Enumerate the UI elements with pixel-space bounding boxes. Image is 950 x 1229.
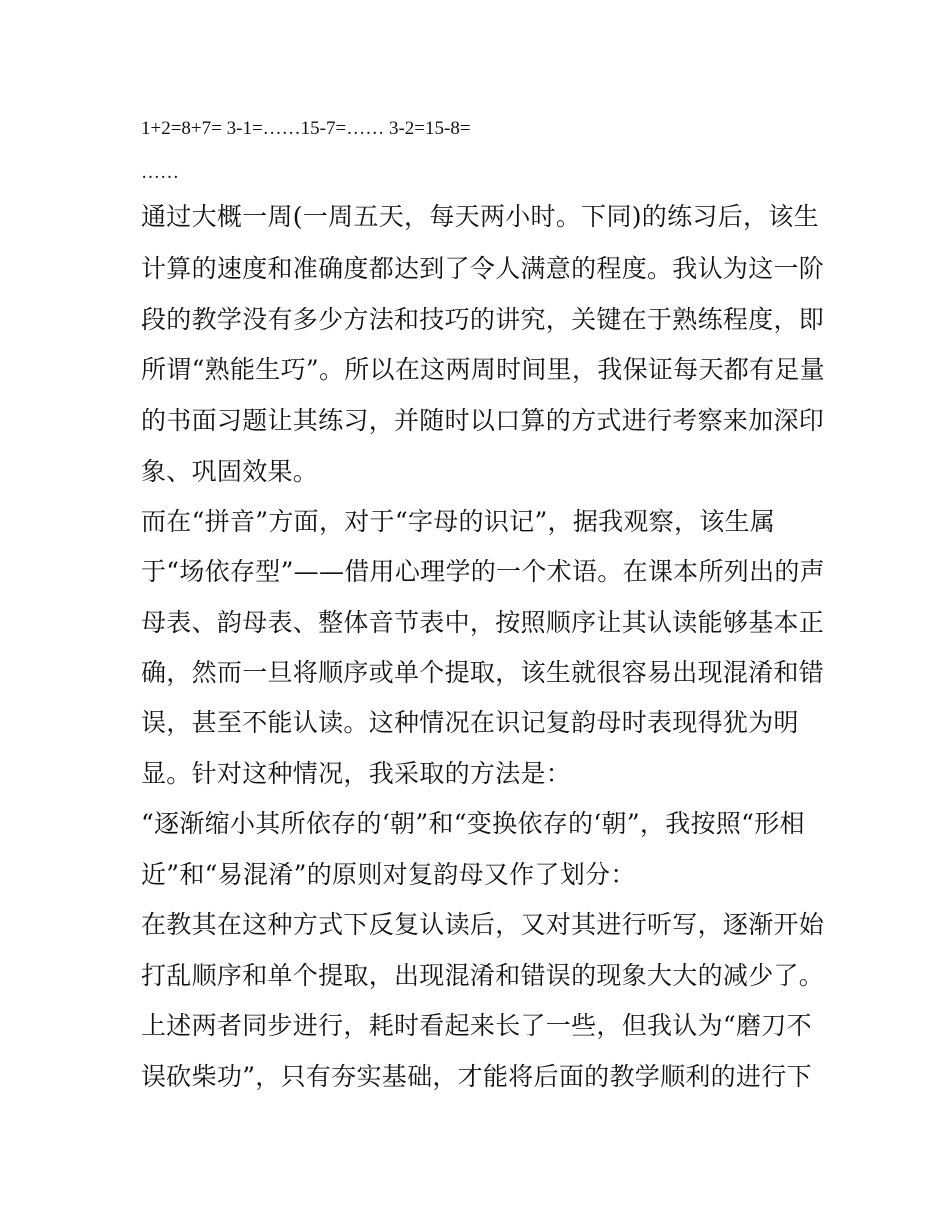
ellipsis-line: …… — [141, 162, 179, 183]
text-line: 计算的速度和准确度都达到了令人满意的程度。我认为这一阶 — [141, 254, 825, 283]
text-line: 的书面习题让其练习，并随时以口算的方式进行考察来加深印 — [141, 406, 825, 435]
text-line: 通过大概一周(一周五天，每天两小时。下同)的练习后，该生 — [141, 202, 819, 231]
text-line: 确，然而一旦将顺序或单个提取，该生就很容易出现混淆和错 — [141, 658, 825, 687]
text-line: 显。针对这种情况，我采取的方法是： — [141, 759, 572, 788]
text-line: 打乱顺序和单个提取，出现混淆和错误的现象大大的减少了。 — [141, 961, 825, 990]
text-line: 上述两者同步进行，耗时看起来长了一些，但我认为“磨刀不 — [141, 1011, 812, 1040]
text-line: 误，甚至不能认读。这种情况在识记复韵母时表现得犹为明 — [141, 708, 799, 737]
text-line: 而在“拼音”方面，对于“字母的识记”，据我观察，该生属 — [141, 507, 776, 536]
math-exercise-line: 1+2=8+7= 3-1=……15-7=…… 3-2=15-8= — [141, 118, 471, 139]
text-line: 于“场依存型”——借用心理学的一个术语。在课本所列出的声 — [141, 557, 825, 586]
text-line: 象、巩固效果。 — [141, 457, 319, 486]
text-line: “逐渐缩小其所依存的‘朝”和“变换依存的‘朝”，我按照“形相 — [141, 809, 805, 838]
text-line: 误砍柴功”，只有夯实基础，才能将后面的教学顺利的进行下 — [141, 1062, 812, 1091]
text-line: 近”和“易混淆”的原则对复韵母又作了划分： — [141, 860, 636, 889]
text-line: 在教其在这种方式下反复认读后，又对其进行听写，逐渐开始 — [141, 910, 825, 939]
text-line: 母表、韵母表、整体音节表中，按照顺序让其认读能够基本正 — [141, 608, 825, 637]
text-line: 段的教学没有多少方法和技巧的讲究，关键在于熟练程度，即 — [141, 305, 825, 334]
text-line: 所谓“熟能生巧”。所以在这两周时间里，我保证每天都有足量 — [141, 355, 825, 384]
